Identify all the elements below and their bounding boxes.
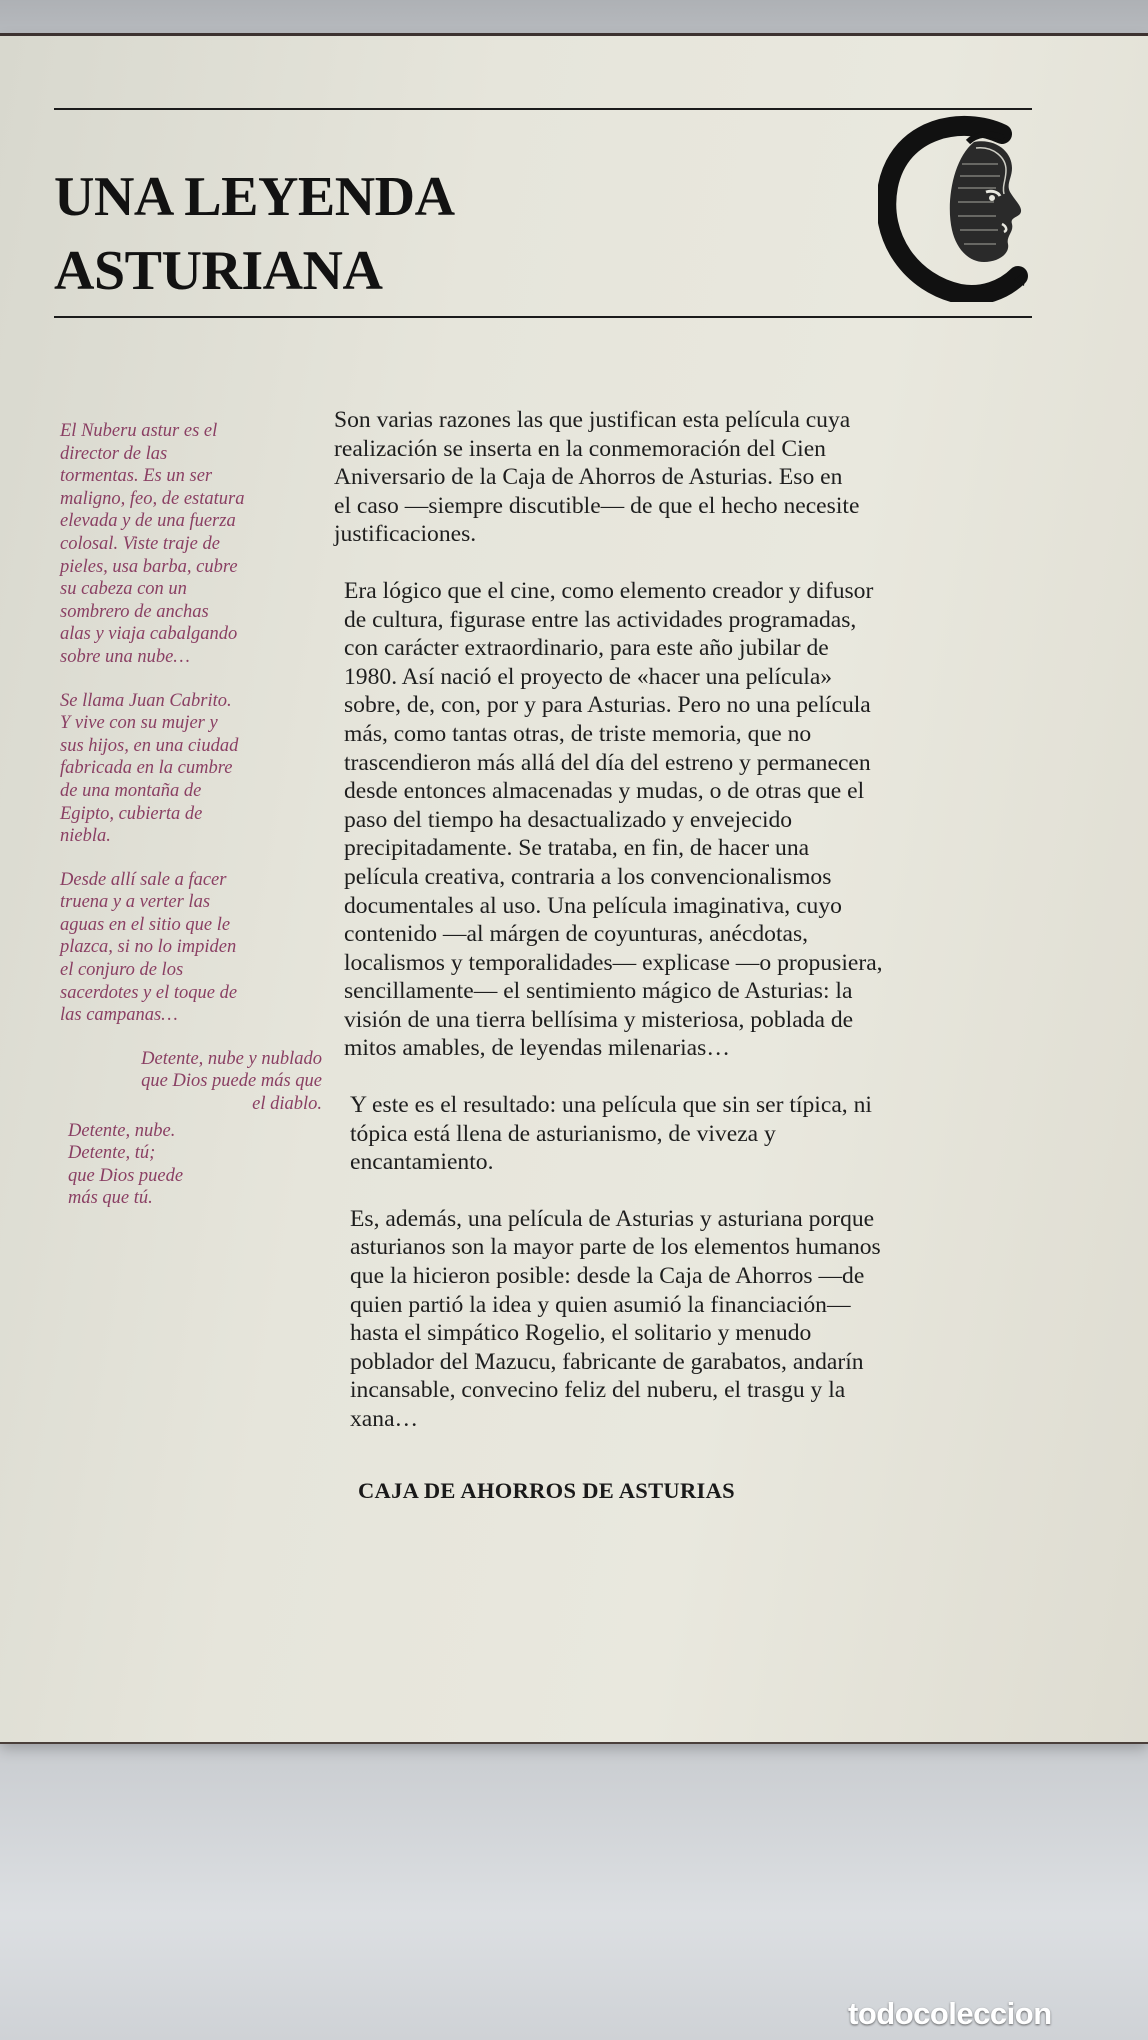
- sidebar-paragraph-1: El Nuberu astur es el director de las tormentas. Es un ser maligno, feo, de estatura elevada y de una fuerza colosal. Viste traje de pieles, usa barba, cubre su cabeza con un sombrero de anchas alas y viaja cabalgando sobre una nube…: [60, 421, 245, 667]
- backdrop-bottom: [0, 1730, 1148, 2040]
- signature: CAJA DE AHORROS DE ASTURIAS: [358, 1478, 735, 1503]
- main-paragraph-1: Son varias razones las que justifican esta película cuya realización se inserta en la conmemoración del Cien Aniversario de la Caja de Ahorros de Asturias. Eso en el caso —siempre discutible— de que el hecho necesite justificaciones.: [334, 407, 860, 548]
- sidebar-paragraph-5: Detente, nube. Detente, tú; que Dios puede más que tú.: [68, 1120, 184, 1209]
- top-rule: [54, 108, 1032, 110]
- sidebar-paragraph-2: Se llama Juan Cabrito. Y vive con su mujer y sus hijos, en una ciudad fabricada en la cumbre de una montaña de Egipto, cubierta de niebla.: [60, 690, 239, 847]
- main-paragraph-3: Y este es el resultado: una película que sin ser típica, ni tópica está llena de asturianismo, de viveza y encantamiento.: [350, 1092, 872, 1176]
- title-line-2: ASTURIANA: [54, 240, 383, 302]
- watermark: todocoleccion: [848, 1996, 1052, 2031]
- title-line-1: UNA LEYENDA: [54, 166, 455, 228]
- sidebar-paragraph-3: Desde allí sale a facer truena y a verter las aguas en el sitio que le plazca, si no lo impiden el conjuro de los sacerdotes y el toque de las campanas…: [60, 869, 238, 1026]
- bottom-rule: [54, 316, 1032, 318]
- main-text: [334, 406, 1054, 1462]
- page-title: [54, 160, 455, 308]
- sidebar-paragraph-4: Detente, nube y nublado que Dios puede más que el diablo.: [141, 1048, 322, 1115]
- main-paragraph-2: Era lógico que el cine, como elemento creador y difusor de cultura, figurase entre las actividades programadas, con carácter extraordinario, para este año jubilar de 1980. Así nació el proyecto de «hacer una película» sobre, de, con, por y para Asturias. Pero no una película más, como tantas otras, de triste memoria, que no trascendieron más allá del día del estreno y permanecen desde entonces almacenadas y mudas, o de otras que el paso del tiempo ha desactualizado y envejecido precipitadamente. Se trataba, en fin, de hacer una película creativa, contraria a los convencionalismos documentales al uso. Una película imaginativa, cuyo contenido —al márgen de coyunturas, anécdotas, localismos y temporalidades— explicase —o propusiera, sencillamente— el sentimiento mágico de Asturias: la visión de una tierra bellísima y misteriosa, poblada de mitos amables, de leyendas milenarias…: [344, 577, 883, 1062]
- letter-c-face-emblem-icon: [878, 112, 1030, 302]
- sidebar-legend: [60, 420, 322, 1231]
- main-paragraph-4: Es, además, una película de Asturias y asturiana porque asturianos son la mayor parte de los elementos humanos que la hicieron posible: desde la Caja de Ahorros —de quien partió la idea y quien asumió la financiación— hasta el simpático Rogelio, el solitario y menudo poblador del Mazucu, fabricante de garabatos, andarín incansable, convecino feliz del nuberu, el trasgu y la xana…: [350, 1205, 881, 1432]
